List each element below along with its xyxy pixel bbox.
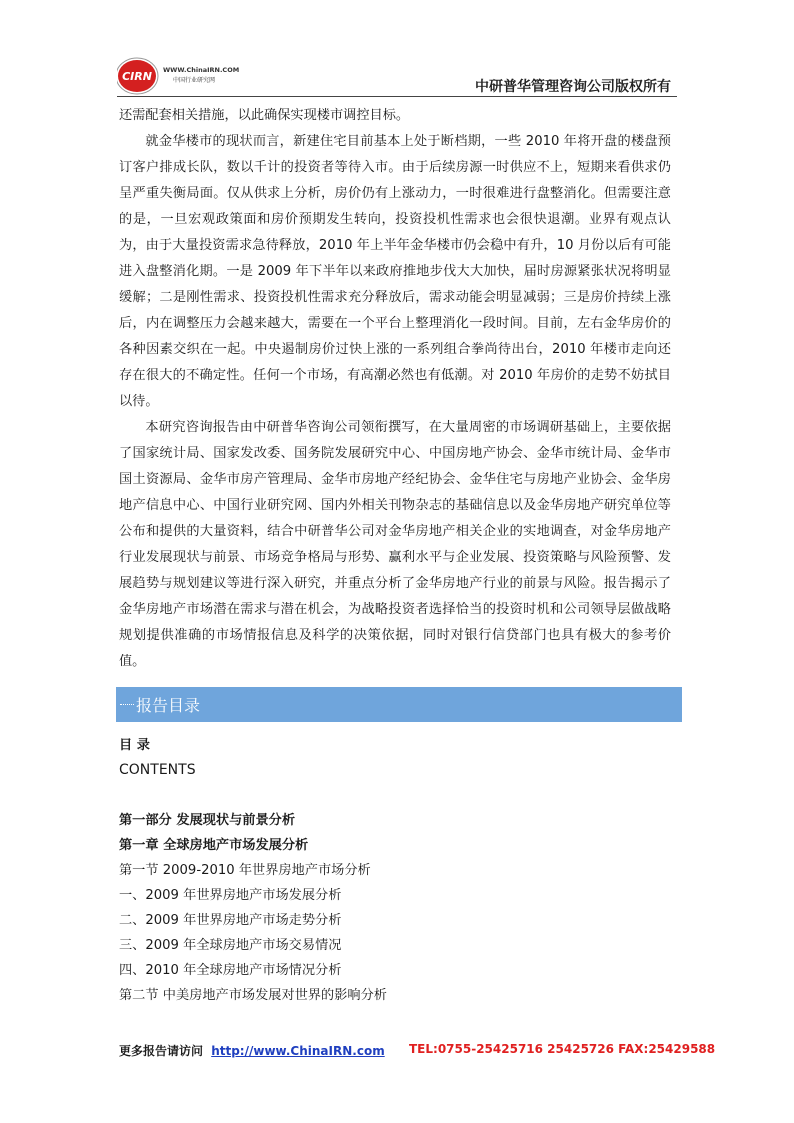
page-footer: [119, 1042, 716, 1059]
logo-badge: CIRN: [122, 70, 152, 83]
toc-chapter: 第一章 全球房地产市场发展分析: [119, 838, 309, 853]
toc-spacer: [119, 783, 679, 808]
header-divider: [117, 96, 677, 97]
dotted-bullet-icon: [120, 704, 134, 705]
table-of-contents: [119, 733, 679, 1008]
toc-contents-label: CONTENTS: [119, 762, 196, 778]
toc-part: 第一部分 发展现状与前景分析: [119, 813, 296, 828]
toc-item: 四、2010 年全球房地产市场情况分析: [119, 963, 342, 978]
logo-url-text: WWW.ChinaIRN.COM: [163, 66, 240, 74]
toc-item: 第二节 中美房地产市场发展对世界的影响分析: [119, 988, 387, 1003]
report-body: [119, 103, 671, 675]
toc-item: 三、2009 年全球房地产市场交易情况: [119, 938, 342, 953]
section-header-label: 报告目录: [136, 696, 201, 715]
body-paragraph: 还需配套相关措施，以此确保实现楼市调控目标。: [119, 108, 410, 123]
footer-label: 更多报告请访问: [119, 1044, 204, 1058]
toc-item: 第一节 2009-2010 年世界房地产市场分析: [119, 863, 371, 878]
footer-contact: TEL:0755-25425716 25425726 FAX:25429588: [409, 1042, 716, 1056]
toc-item: 二、2009 年世界房地产市场走势分析: [119, 913, 342, 928]
body-paragraph: 本研究咨询报告由中研普华咨询公司领衔撰写，在大量周密的市场调研基础上，主要依据了国家统计局、国家发改委、国务院发展研究中心、中国房地产协会、金华市统计局、金华市国土资源局、金华市房产管理局、金华市房地产经纪协会、金华住宅与房地产业协会、金华房地产信息中心、中国行业研究网、国内外相关刊物杂志的基础信息以及金华房地产研究单位等公布和提供的大量资料，结合中研普华公司对金华房地产相关企业的实地调查，对金华房地产行业发展现状与前景、市场竞争格局与形势、赢利水平与企业发展、投资策略与风险预警、发展趋势与规划建议等进行深入研究，并重点分析了金华房地产行业的前景与风险。报告揭示了金华房地产市场潜在需求与潜在机会，为战略投资者选择恰当的投资时机和公司领导层做战略规划提供准确的市场情报信息及科学的决策依据，同时对银行信贷部门也具有极大的参考价值。: [119, 420, 671, 669]
section-header-bar: [116, 687, 682, 722]
header-title: 中研普华管理咨询公司版权所有: [475, 79, 671, 95]
footer-link[interactable]: http://www.ChinaIRN.com: [211, 1044, 385, 1058]
toc-heading: 目 录: [119, 738, 150, 753]
body-paragraph: 就金华楼市的现状而言，新建住宅目前基本上处于断档期，一些 2010 年将开盘的楼盘预订客户排成长队，数以千计的投资者等待入市。由于后续房源一时供应不上，短期来看供求仍呈严重失衡局面。仅从供求上分析，房价仍有上涨动力，一时很难进行盘整消化。但需要注意的是，一旦宏观政策面和房价预期发生转向，投资投机性需求也会很快退潮。业界有观点认为，由于大量投资需求急待释放，2010 年上半年金华楼市仍会稳中有升，10 月份以后有可能进入盘整消化期。一是 2009 年下半年以来政府推地步伐大大加快，届时房源紧张状况将明显缓解；二是刚性需求、投资投机性需求充分释放后，需求动能会明显减弱；三是房价持续上涨后，内在调整压力会越来越大，需要在一个平台上整理消化一段时间。目前，左右金华房价的各种因素交织在一起。中央遏制房价过快上涨的一系列组合拳尚待出台，2010 年楼市走向还存在很大的不确定性。任何一个市场，有高潮必然也有低潮。对 2010 年房价的走势不妨拭目以待。: [119, 134, 671, 409]
logo-cn-text: 中国行业研究网: [173, 77, 216, 84]
toc-item: 一、2009 年世界房地产市场发展分析: [119, 888, 342, 903]
company-logo: [117, 55, 257, 95]
